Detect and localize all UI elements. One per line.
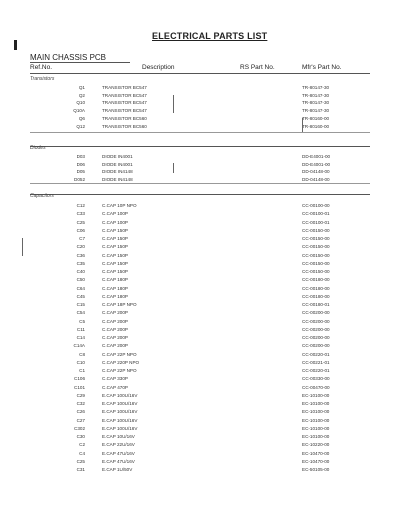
part-description: C.CAP 150P bbox=[102, 236, 128, 241]
part-description: C.CAP 22P NPO bbox=[102, 368, 137, 373]
ref-no: Q10 bbox=[76, 100, 85, 106]
ref-no: C35 bbox=[76, 260, 85, 266]
group-divider bbox=[30, 183, 370, 184]
mfr-part-no: EC-10100-00 bbox=[302, 425, 330, 431]
ref-no: C64 bbox=[76, 285, 85, 291]
ref-no: C20 bbox=[76, 244, 85, 250]
group-divider bbox=[30, 132, 370, 133]
ref-no: C32 bbox=[76, 401, 85, 406]
column-separator bbox=[173, 95, 174, 113]
mfr-part-no: CC-00100-01 bbox=[302, 219, 330, 225]
ref-no: D06 bbox=[76, 161, 85, 167]
ref-no: C14A bbox=[73, 343, 85, 349]
mfr-part-no: CC-00220-01 bbox=[302, 368, 330, 373]
mfr-part-no: TR-80147-30 bbox=[302, 108, 330, 114]
part-description: C.CAP 200P bbox=[102, 318, 128, 324]
part-description: C.CAP 220P NPO bbox=[102, 359, 140, 365]
part-description: DIODE IN4001 bbox=[102, 161, 133, 167]
column-separator bbox=[302, 118, 303, 132]
ref-no: C50 bbox=[76, 277, 85, 283]
part-description: C.CAP 470P bbox=[102, 384, 128, 390]
group-header-diodes: Diodes bbox=[30, 145, 46, 151]
mfr-part-no: EC-10220-00 bbox=[302, 442, 330, 448]
mfr-part-no: EC-10100-00 bbox=[302, 401, 330, 406]
part-description: C.CAP 100P bbox=[102, 219, 128, 225]
mfr-part-no: CC-00150-00 bbox=[302, 244, 330, 250]
part-description: C.CAP 100P bbox=[102, 211, 128, 217]
ref-no: C1 bbox=[79, 368, 85, 373]
ref-no: Q10A bbox=[73, 108, 85, 114]
mfr-part-no: DD-04148-00 bbox=[302, 169, 330, 175]
part-description: C.CAP 10P NPO bbox=[102, 203, 137, 208]
ref-no: C25 bbox=[76, 219, 85, 225]
part-description: C.CAP 200P bbox=[102, 326, 128, 332]
mfr-part-no: CC-00100-01 bbox=[302, 211, 330, 217]
part-description: C.CAP 150P bbox=[102, 269, 128, 274]
part-description: E.CAP 100U/16V bbox=[102, 425, 138, 431]
group-header-transistors: Transistors bbox=[30, 76, 55, 82]
ref-no: C11 bbox=[76, 326, 85, 332]
part-description: C.CAP 180P bbox=[102, 293, 128, 299]
ref-no: C14 bbox=[76, 335, 85, 340]
mfr-part-no: CC-00200-00 bbox=[302, 335, 330, 340]
ref-no: Q1 bbox=[78, 85, 85, 90]
part-description: E.CAP 100U/16V bbox=[102, 392, 138, 398]
group-header-capacitors: Capacitors bbox=[30, 193, 54, 199]
part-description: C.CAP 180P bbox=[102, 277, 128, 283]
mfr-part-no: TR-80147-30 bbox=[302, 92, 330, 98]
scan-margin-mark bbox=[22, 238, 23, 256]
mfr-part-no: DD-E4001-00 bbox=[302, 154, 331, 159]
part-description: C.CAP 150P bbox=[102, 227, 128, 233]
mfr-part-no: CC-00180-01 bbox=[302, 302, 330, 307]
mfr-part-no: CC-00200-00 bbox=[302, 326, 330, 332]
ref-no: C25 bbox=[76, 458, 85, 464]
ref-no: C29 bbox=[76, 392, 85, 398]
ref-no: C12 bbox=[76, 203, 85, 208]
header-ref-no: Ref.No. bbox=[30, 64, 53, 71]
part-description: E.CAP 47U/16V bbox=[102, 458, 135, 464]
header-rule bbox=[30, 73, 370, 74]
part-description: C.CAP 200P bbox=[102, 310, 128, 316]
ref-no: C5 bbox=[79, 318, 85, 324]
mfr-part-no: CC-00150-00 bbox=[302, 227, 330, 233]
mfr-part-no: DD-E4001-00 bbox=[302, 161, 331, 167]
section-underline bbox=[30, 62, 130, 63]
ref-no: Q6 bbox=[78, 115, 85, 121]
part-description: C.CAP 150P bbox=[102, 252, 128, 258]
part-description: C.CAP 18P NPO bbox=[102, 302, 137, 307]
ref-no: C30 bbox=[76, 434, 85, 439]
part-description: DIODE IN4148 bbox=[102, 169, 133, 175]
part-description: C.CAP 200P bbox=[102, 335, 128, 340]
mfr-part-no: CC-00200-00 bbox=[302, 343, 330, 349]
mfr-part-no: CC-00330-00 bbox=[302, 376, 330, 382]
ref-no: C36 bbox=[76, 252, 85, 258]
part-description: TRANSISTOR BC547 bbox=[102, 85, 147, 90]
page-title: ELECTRICAL PARTS LIST bbox=[152, 31, 268, 41]
mfr-part-no: TR-80147-30 bbox=[302, 100, 330, 106]
mfr-part-no: EC-10100-00 bbox=[302, 409, 330, 415]
part-description: E.CAP 10U/16V bbox=[102, 434, 135, 439]
part-description: C.CAP 330P bbox=[102, 376, 128, 382]
mfr-part-no: CC-00200-00 bbox=[302, 318, 330, 324]
ref-no: C06 bbox=[76, 227, 85, 233]
mfr-part-no: CC-00180-00 bbox=[302, 293, 330, 299]
mfr-part-no: TR-80147-30 bbox=[302, 85, 330, 90]
part-description: C.CAP 150P bbox=[102, 244, 128, 250]
mfr-part-no: EC-10470-00 bbox=[302, 450, 330, 456]
part-description: TRANSISTOR BC547 bbox=[102, 108, 147, 114]
mfr-part-no: CC-00150-00 bbox=[302, 260, 330, 266]
column-separator bbox=[173, 163, 174, 173]
part-description: TRANSISTOR BC547 bbox=[102, 100, 147, 106]
part-description: C.CAP 22P NPO bbox=[102, 351, 137, 357]
mfr-part-no: CC-00470-00 bbox=[302, 384, 330, 390]
ref-no: C45 bbox=[76, 293, 85, 299]
part-description: DIODE IN4148 bbox=[102, 177, 133, 183]
mfr-part-no: EC-10100-00 bbox=[302, 392, 330, 398]
ref-no: C33 bbox=[76, 211, 85, 217]
ref-no: Q2 bbox=[78, 92, 85, 98]
part-description: TRANSISTOR BC560 bbox=[102, 115, 147, 121]
part-description: DIODE IN4001 bbox=[102, 154, 133, 159]
group-divider bbox=[30, 194, 370, 195]
mfr-part-no: CC-00220-01 bbox=[302, 351, 330, 357]
part-description: C.CAP 150P bbox=[102, 260, 128, 266]
ref-no: D03 bbox=[76, 154, 85, 159]
mfr-part-no: CC-00100-00 bbox=[302, 203, 330, 208]
ref-no: C40 bbox=[76, 269, 85, 274]
ref-no: C54 bbox=[76, 310, 85, 316]
ref-no: C106 bbox=[74, 376, 85, 382]
scan-corner-mark bbox=[14, 40, 17, 50]
section-title: MAIN CHASSIS PCB bbox=[30, 53, 107, 62]
part-description: E.CAP 47U/16V bbox=[102, 450, 135, 456]
mfr-part-no: CC-00200-00 bbox=[302, 310, 330, 316]
mfr-part-no: EC-10470-00 bbox=[302, 458, 330, 464]
mfr-part-no: EC-10100-00 bbox=[302, 434, 330, 439]
mfr-part-no: EC-10100-00 bbox=[302, 417, 330, 423]
ref-no: C27 bbox=[76, 417, 85, 423]
mfr-part-no: CC-00150-00 bbox=[302, 269, 330, 274]
mfr-part-no: CC-00150-00 bbox=[302, 236, 330, 241]
header-rs-part-no: RS Part No. bbox=[240, 64, 275, 71]
ref-no: C10 bbox=[76, 359, 85, 365]
ref-no: C101 bbox=[74, 384, 85, 390]
ref-no: C4 bbox=[79, 450, 85, 456]
ref-no: D05 bbox=[76, 169, 85, 175]
ref-no: C7 bbox=[79, 236, 85, 241]
header-description: Description bbox=[142, 64, 175, 71]
mfr-part-no: CC-00180-00 bbox=[302, 285, 330, 291]
ref-no: D052 bbox=[74, 177, 85, 183]
group-divider bbox=[30, 146, 370, 147]
ref-no: C31 bbox=[76, 467, 85, 472]
part-description: E.CAP 100U/16V bbox=[102, 401, 138, 406]
mfr-part-no: DD-04148-00 bbox=[302, 177, 330, 183]
ref-no: C26 bbox=[76, 409, 85, 415]
ref-no: C8 bbox=[79, 351, 85, 357]
part-description: TRANSISTOR BC560 bbox=[102, 123, 147, 129]
mfr-part-no: CC-00150-00 bbox=[302, 252, 330, 258]
mfr-part-no: TR-80160-00 bbox=[302, 115, 330, 121]
mfr-part-no: CC-00221-01 bbox=[302, 359, 330, 365]
mfr-part-no: TR-80160-00 bbox=[302, 123, 330, 129]
ref-no: C2 bbox=[79, 442, 85, 448]
part-description: E.CAP 100U/16V bbox=[102, 417, 138, 423]
part-description: C.CAP 180P bbox=[102, 285, 128, 291]
part-description: TRANSISTOR BC547 bbox=[102, 92, 147, 98]
ref-no: C302 bbox=[74, 425, 85, 431]
ref-no: Q12 bbox=[76, 123, 85, 129]
header-mfr-part-no: Mfr's Part No. bbox=[302, 64, 342, 71]
mfr-part-no: CC-00180-00 bbox=[302, 277, 330, 283]
part-description: E.CAP 1U/50V bbox=[102, 467, 133, 472]
part-description: C.CAP 200P bbox=[102, 343, 128, 349]
mfr-part-no: EC-50105-00 bbox=[302, 467, 330, 472]
part-description: E.CAP 22U/16V bbox=[102, 442, 135, 448]
part-description: E.CAP 100U/16V bbox=[102, 409, 138, 415]
ref-no: C15 bbox=[76, 302, 85, 307]
